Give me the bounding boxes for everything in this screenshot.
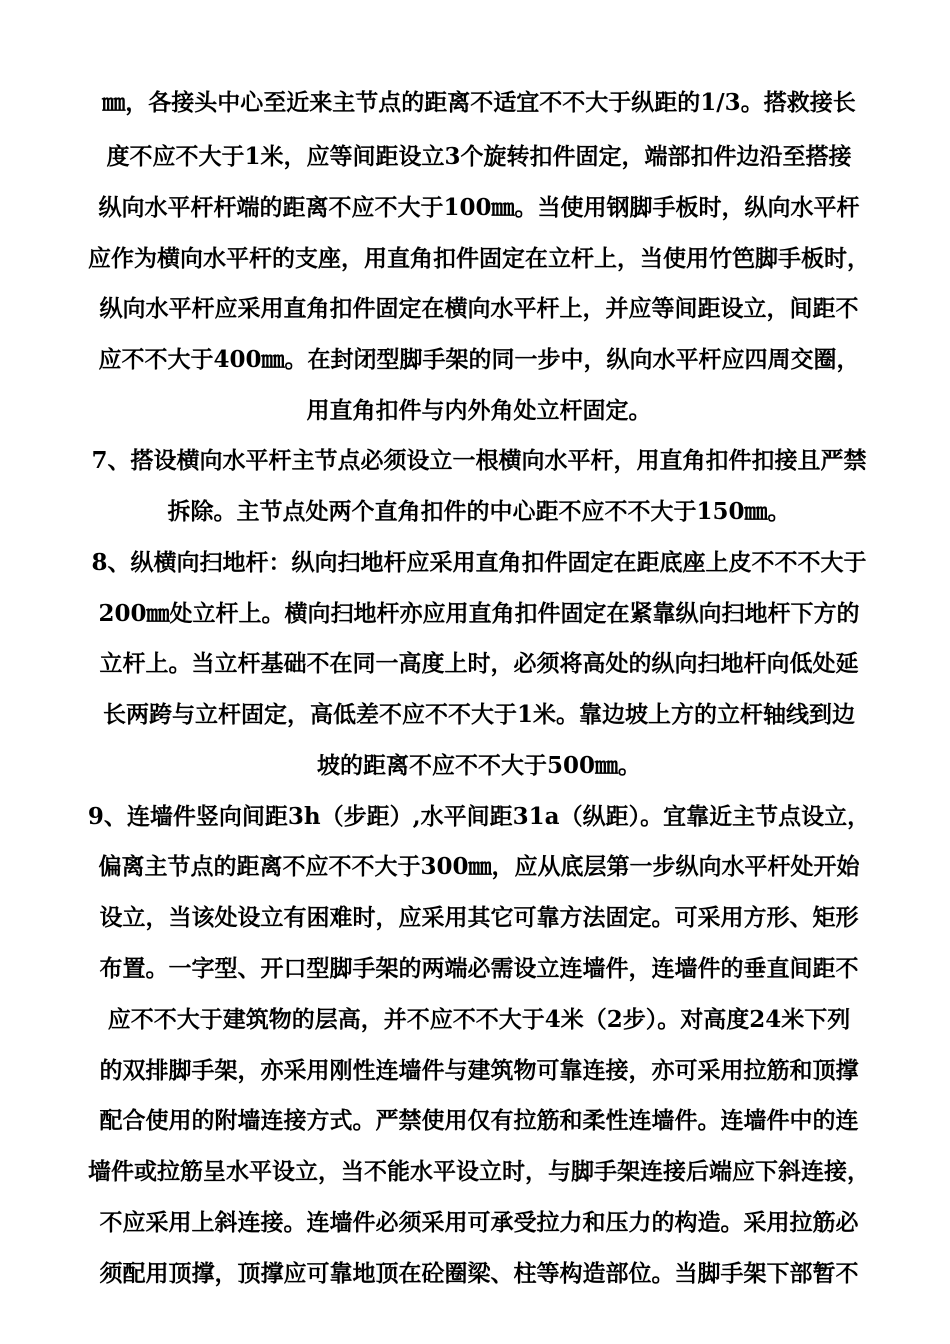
text-line: 用直角扣件与内外角处立杆固定。 (306, 397, 652, 424)
text-line: 9、连墙件竖向间距3h（步距）,水平间距31a（纵距）。宜靠近主节点设立， (87, 803, 871, 830)
text-line: 不应采用上斜连接。连墙件必须采用可承受拉力和压力的构造。采用拉筋必 (99, 1209, 859, 1236)
text-line: 设立，当该处设立有困难时，应采用其它可靠方法固定。可采用方形、矩形 (99, 904, 859, 931)
text-line: 200㎜处立杆上。横向扫地杆亦应用直角扣件固定在紧靠纵向扫地杆下方的 (98, 600, 860, 627)
text-line: 度不应不大于1米，应等间距设立3个旋转扣件固定，端部扣件边沿至搭接 (106, 143, 852, 170)
text-line: 立杆上。当立杆基础不在同一高度上时，必须将高处的纵向扫地杆向低处延 (99, 650, 859, 677)
text-line: 布置。一字型、开口型脚手架的两端必需设立连墙件，连墙件的垂直间距不 (99, 955, 859, 982)
text-line: ㎜，各接头中心至近来主节点的距离不适宜不不大于纵距的1/3。搭救接长 (102, 89, 856, 116)
text-line: 须配用顶撑，顶撑应可靠地顶在砼圈梁、柱等构造部位。当脚手架下部暂不 (99, 1260, 859, 1287)
text-line: 纵向水平杆应采用直角扣件固定在横向水平杆上，并应等间距设立，间距不 (99, 295, 859, 322)
text-line: 应作为横向水平杆的支座，用直角扣件固定在立杆上，当使用竹笆脚手板时， (88, 245, 870, 272)
text-line: 应不不大于400㎜。在封闭型脚手架的同一步中，纵向水平杆应四周交圈， (98, 346, 860, 373)
text-line: 拆除。主节点处两个直角扣件的中心距不应不不大于150㎜。 (167, 498, 791, 525)
text-line: 墙件或拉筋呈水平设立，当不能水平设立时，与脚手架连接后端应下斜连接， (88, 1158, 870, 1185)
text-line: 纵向水平杆杆端的距离不应不大于100㎜。当使用钢脚手板时，纵向水平杆 (98, 194, 860, 221)
text-line: 的双排脚手架，亦采用刚性连墙件与建筑物可靠连接，亦可采用拉筋和顶撑 (99, 1057, 859, 1084)
text-line: 长两跨与立杆固定，高低差不应不不大于1米。靠边坡上方的立杆轴线到边 (102, 701, 855, 728)
text-line: 偏离主节点的距离不应不不大于300㎜，应从底层第一步纵向水平杆处开始 (98, 853, 860, 880)
text-line: 应不不大于建筑物的层高，并不应不不大于4米（2步）。对高度24米下列 (107, 1006, 851, 1033)
text-line: 7、搭设横向水平杆主节点必须设立一根横向水平杆，用直角扣件扣接且严禁 (91, 447, 867, 474)
text-line: 坡的距离不应不不大于500㎜。 (316, 752, 641, 779)
text-line: 配合使用的附墙连接方式。严禁使用仅有拉筋和柔性连墙件。连墙件中的连 (99, 1107, 859, 1134)
text-line: 8、纵横向扫地杆：纵向扫地杆应采用直角扣件固定在距底座上皮不不不大于 (91, 549, 867, 576)
